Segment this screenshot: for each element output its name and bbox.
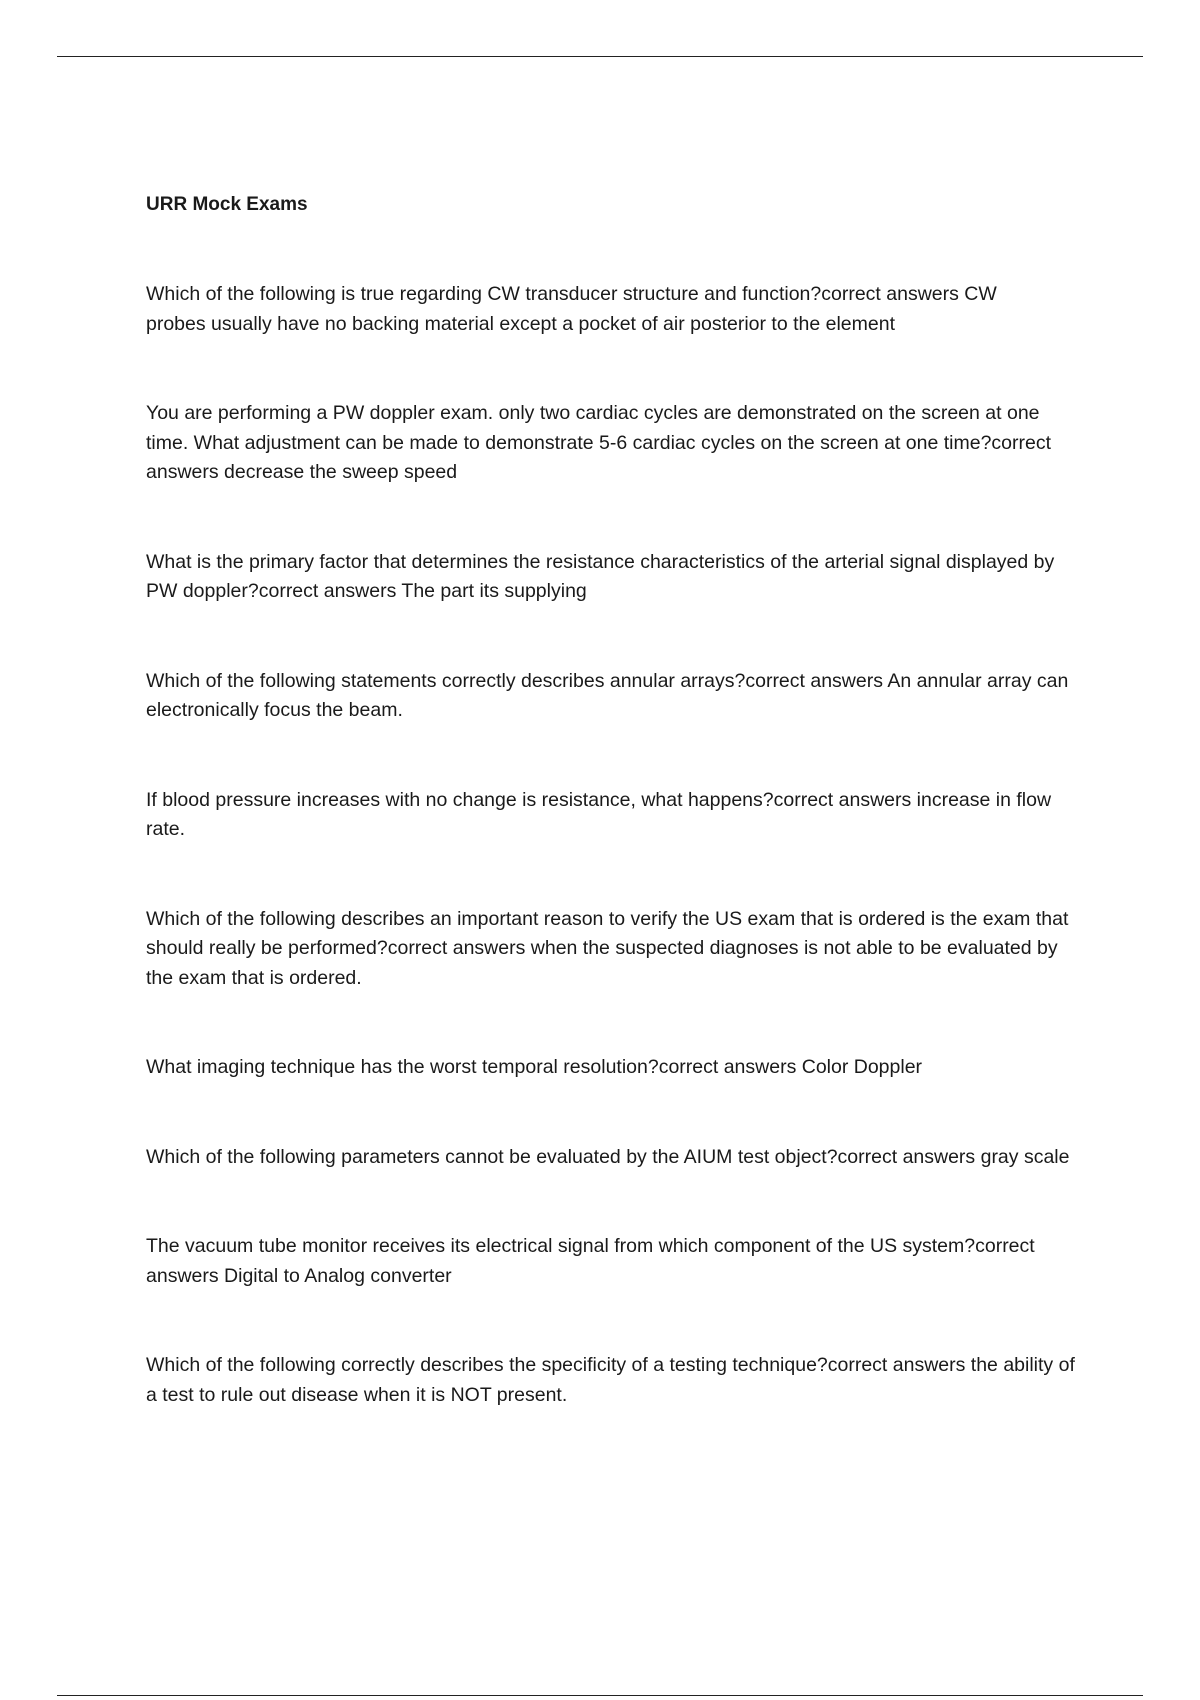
question-item: What is the primary factor that determines the resistance characteristics of the arterial signal displayed by PW doppler?correct answers The part its supplying [146,550,1055,602]
question-list [146,280,1086,1410]
question-item: The vacuum tube monitor receives its electrical signal from which component of the US system?correct answers Digital to Analog converter [146,1235,1035,1287]
question-item: Which of the following is true regarding CW transducer structure and function?correct answers CW probes usually have no backing material except a pocket of air posterior to the element [146,283,997,335]
bottom-rule [57,1695,1143,1696]
question-item: If blood pressure increases with no change is resistance, what happens?correct answers increase in flow rate. [146,788,1052,840]
question-item: What imaging technique has the worst temporal resolution?correct answers Color Doppler [146,1056,923,1078]
document-title: URR Mock Exams [146,194,308,215]
question-item: Which of the following parameters cannot be evaluated by the AIUM test object?correct answers gray scale [146,1145,1070,1168]
question-item: You are performing a PW doppler exam. only two cardiac cycles are demonstrated on the screen at one time. What adjustment can be made to demonstrate 5-6 cardiac cycles on the screen at one time?correct answers decrease the sweep speed [146,402,1052,483]
document-body [146,190,1086,1410]
top-rule [57,56,1143,57]
question-item: Which of the following describes an important reason to verify the US exam that is ordered is the exam that should really be performed?correct answers when the suspected diagnoses is not able to be evaluated by the exam that is ordered. [146,907,1069,989]
question-item: Which of the following statements correctly describes annular arrays?correct answers An annular array can electronically focus the beam. [146,669,1069,721]
question-item: Which of the following correctly describes the specificity of a testing technique?correct answers the ability of a test to rule out disease when it is NOT present. [146,1354,1075,1406]
